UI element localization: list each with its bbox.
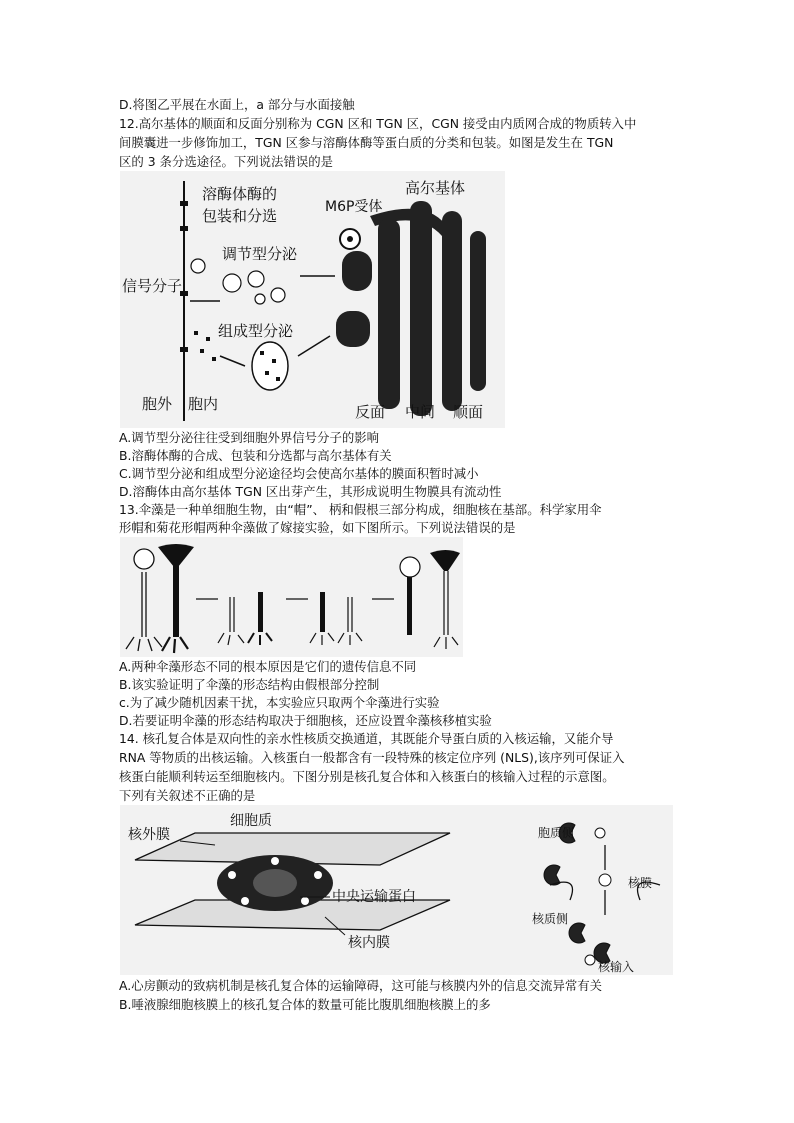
fig12-lysosome-label-1: 溶酶体酶的 <box>202 185 278 203</box>
fig12-m6p-label: M6P受体 <box>325 199 383 215</box>
fig12-cis-label: 顺面 <box>453 403 484 421</box>
q14-stem-line: RNA 等物质的出核运输。入核蛋白一般都含有一段特殊的核定位序列 (NLS),该序列可保证入 <box>119 750 625 765</box>
q14-option-a: A.心房颤动的致病机制是核孔复合体的运输障碍，这可能与核膜内外的信息交流异常有关 <box>119 978 603 993</box>
fig14-outer-label: 核外膜 <box>128 827 170 843</box>
fig14-nuc-side-label: 核质侧 <box>532 912 569 926</box>
q12-stem-line: 间膜囊进一步修饰加工，TGN 区参与溶酶体酶等蛋白质的分类和包装。如图是发生在 TGN <box>119 135 614 150</box>
fig12-outside-label: 胞外 <box>142 395 173 413</box>
q14-stem-line: 14. 核孔复合体是双向性的亲水性核质交换通道，其既能介导蛋白质的入核运输，又能介导 <box>119 731 614 746</box>
fig12-constitutive-label: 组成型分泌 <box>218 322 294 340</box>
q14-stem-line: 下列有关叙述不正确的是 <box>119 788 256 803</box>
q13-option-c: c.为了减少随机因素干扰，本实验应只取两个伞藻进行实验 <box>119 695 440 710</box>
fig12-signal-label: 信号分子 <box>122 277 183 295</box>
q12-stem-line: 区的 3 条分选途径。下列说法错误的是 <box>119 154 334 169</box>
fig12-lysosome-label-2: 包装和分选 <box>202 207 278 225</box>
fig14-inner-label: 核内膜 <box>348 935 390 951</box>
nuclear-pore-figure <box>120 805 673 975</box>
golgi-sorting-figure <box>120 171 505 428</box>
fig14-central-label: 中央运输蛋白 <box>332 889 416 905</box>
fig12-golgi-label: 高尔基体 <box>405 179 466 197</box>
q14-stem-line: 核蛋白能顺利转运至细胞核内。下图分别是核孔复合体和入核蛋白的核输入过程的示意图。 <box>119 769 615 784</box>
q13-option-d: D.若要证明伞藻的形态结构取决于细胞核，还应设置伞藻核移植实验 <box>119 713 492 728</box>
acetabularia-graft-figure <box>120 537 463 657</box>
fig12-trans-label: 反面 <box>355 403 386 421</box>
q14-option-b: B.唾液腺细胞核膜上的核孔复合体的数量可能比腹肌细胞核膜上的多 <box>119 997 491 1012</box>
q13-option-a: A.两种伞藻形态不同的根本原因是它们的遗传信息不同 <box>119 659 417 674</box>
q13-stem-line: 形帽和菊花形帽两种伞藻做了嫁接实验，如下图所示。下列说法错误的是 <box>119 520 516 535</box>
fig14-cytoplasm-label: 细胞质 <box>230 813 272 829</box>
fig14-envelope-label: 核膜 <box>628 876 653 890</box>
fig14-import-label: 核输入 <box>598 960 635 974</box>
top-option: D.将图乙平展在水面上，a 部分与水面接触 <box>119 97 355 112</box>
q12-option-d: D.溶酶体由高尔基体 TGN 区出芽产生，其形成说明生物膜具有流动性 <box>119 484 502 499</box>
fig12-regulated-label: 调节型分泌 <box>222 245 298 263</box>
q12-option-a: A.调节型分泌往往受到细胞外界信号分子的影响 <box>119 430 380 445</box>
fig14-cyto-side-label: 胞质侧 <box>538 826 575 840</box>
fig12-medial-label: 中间 <box>405 403 436 421</box>
q13-stem-line: 13.伞藻是一种单细胞生物，由“帽”、 柄和假根三部分构成，细胞核在基部。科学家用伞 <box>119 502 602 517</box>
q13-option-b: B.该实验证明了伞藻的形态结构由假根部分控制 <box>119 677 380 692</box>
q12-stem-line: 12.高尔基体的顺面和反面分别称为 CGN 区和 TGN 区，CGN 接受由内质网合成的物质转入中 <box>119 116 637 131</box>
q12-option-c: C.调节型分泌和组成型分泌途径均会使高尔基体的膜面积暂时减小 <box>119 466 479 481</box>
fig12-inside-label: 胞内 <box>188 395 219 413</box>
q12-option-b: B.溶酶体酶的合成、包装和分选都与高尔基体有关 <box>119 448 392 463</box>
